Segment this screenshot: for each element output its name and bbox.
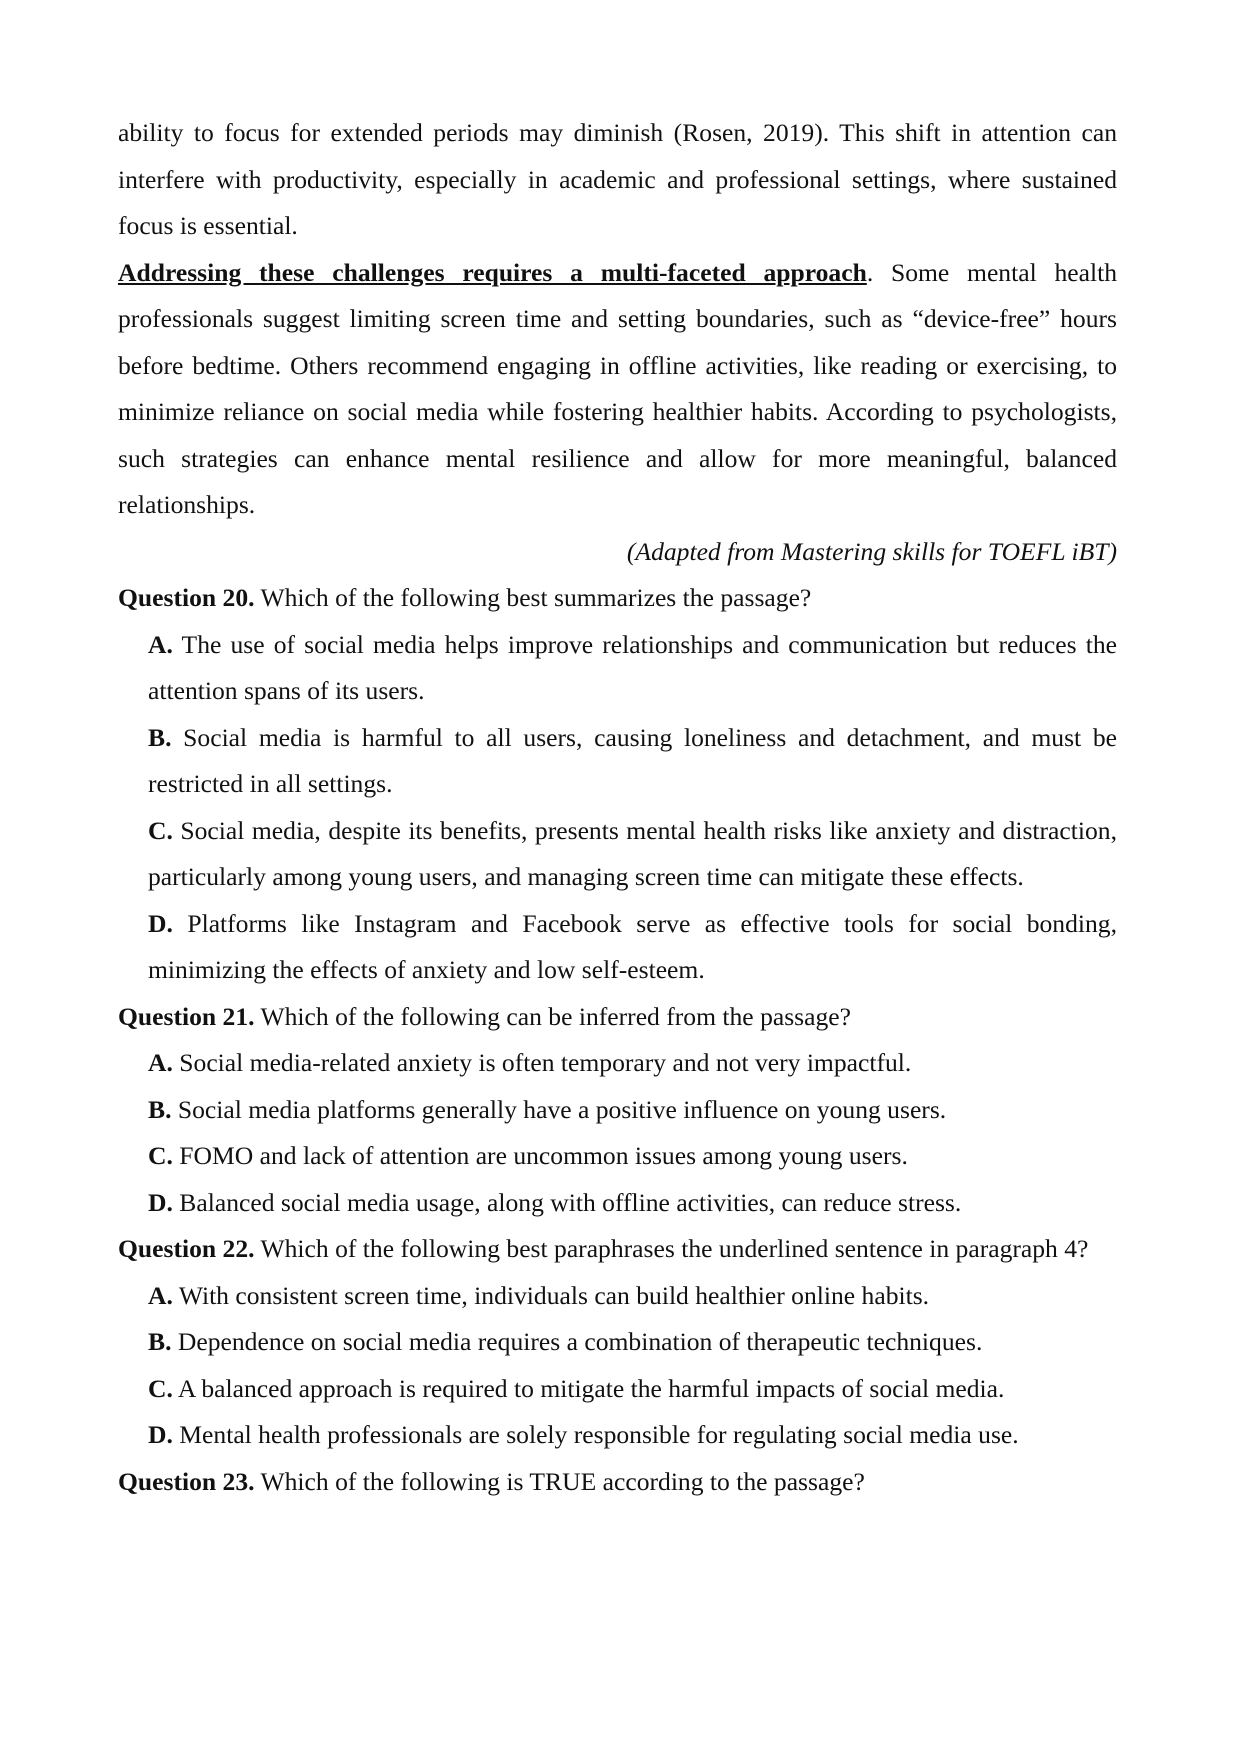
option-text: Social media, despite its benefits, presents mental health risks like anxiety and distraction, particularly among young users, and managing screen time can mitigate these effects. <box>148 815 1117 891</box>
question-label: Question 20. <box>118 583 255 612</box>
question-stem <box>118 1226 1117 1273</box>
passage-p2-rest: . Some mental health professionals suggest limiting screen time and setting boundaries, such as “device-free” hours before bedtime. Others recommend engaging in offline activities, like reading or exercising, to minimize reliance on social media while fostering healthier habits. According to psychologists, such strategies can enhance mental resilience and allow for more meaningful, balanced relationships. <box>118 257 1117 519</box>
option-text: A balanced approach is required to mitigate the harmful impacts of social media. <box>172 1373 1005 1403</box>
passage-p1-text: ability to focus for extended periods may diminish (Rosen, 2019). This shift in attention can interfere with productivity, especially in academic and professional settings, where sustained focus is essential. <box>118 118 1117 240</box>
option-a <box>148 1040 1117 1087</box>
question-label: Question 21. <box>118 1001 255 1031</box>
option-text: Dependence on social media requires a combination of therapeutic techniques. <box>171 1327 983 1356</box>
option-d <box>148 1180 1117 1227</box>
option-letter: C. <box>148 1141 173 1170</box>
option-letter: D. <box>148 1420 173 1449</box>
option-b <box>148 1087 1117 1134</box>
option-letter: A. <box>148 629 173 659</box>
option-a <box>148 1273 1117 1320</box>
option-letter: B. <box>148 1094 172 1124</box>
option-c <box>148 1366 1117 1413</box>
option-c <box>148 1133 1117 1180</box>
question-21 <box>118 994 1117 1227</box>
passage-paragraph-continued <box>118 110 1117 250</box>
option-text: Social media platforms generally have a positive influence on young users. <box>171 1094 947 1124</box>
question-23 <box>118 1459 1117 1506</box>
option-d <box>148 901 1117 994</box>
question-stem <box>118 994 1117 1041</box>
option-c <box>148 808 1117 901</box>
question-text: Which of the following is TRUE according to the passage? <box>254 1466 865 1496</box>
option-letter: C. <box>148 1373 173 1403</box>
option-letter: C. <box>148 815 173 845</box>
question-stem <box>118 1459 1117 1506</box>
question-text: Which of the following can be inferred from the passage? <box>254 1001 852 1031</box>
option-text: Mental health professionals are solely responsible for regulating social media use. <box>172 1420 1019 1449</box>
option-text: The use of social media helps improve relationships and communication but reduces the attention spans of its users. <box>148 629 1117 705</box>
passage-source: (Adapted from Mastering skills for TOEFL iBT) <box>626 536 1117 566</box>
question-label: Question 22. <box>118 1234 255 1263</box>
option-letter: B. <box>148 1327 172 1356</box>
question-label: Question 23. <box>118 1466 255 1496</box>
question-text: Which of the following best paraphrases the underlined sentence in paragraph 4? <box>254 1234 1089 1263</box>
option-text: Balanced social media usage, along with offline activities, can reduce stress. <box>172 1187 962 1217</box>
option-letter: B. <box>148 722 172 752</box>
question-20 <box>118 575 1117 994</box>
option-letter: A. <box>148 1048 173 1077</box>
question-text: Which of the following best summarizes the passage? <box>254 583 812 612</box>
option-b <box>148 715 1117 808</box>
option-letter: D. <box>148 1187 173 1217</box>
option-d <box>148 1412 1117 1459</box>
underlined-sentence: Addressing these challenges requires a multi-faceted approach <box>118 257 867 287</box>
option-b <box>148 1319 1117 1366</box>
option-text: Social media is harmful to all users, causing loneliness and detachment, and must be restricted in all settings. <box>148 722 1117 798</box>
question-22 <box>118 1226 1117 1459</box>
question-stem <box>118 575 1117 622</box>
option-letter: A. <box>148 1280 173 1310</box>
option-text: FOMO and lack of attention are uncommon issues among young users. <box>172 1141 908 1170</box>
option-text: Platforms like Instagram and Facebook serve as effective tools for social bonding, minimizing the effects of anxiety and low self-esteem. <box>148 908 1117 984</box>
option-letter: D. <box>148 908 173 938</box>
option-text: Social media-related anxiety is often temporary and not very impactful. <box>172 1048 912 1077</box>
passage-paragraph-4 <box>118 250 1117 529</box>
option-text: With consistent screen time, individuals can build healthier online habits. <box>172 1280 930 1310</box>
option-a <box>148 622 1117 715</box>
